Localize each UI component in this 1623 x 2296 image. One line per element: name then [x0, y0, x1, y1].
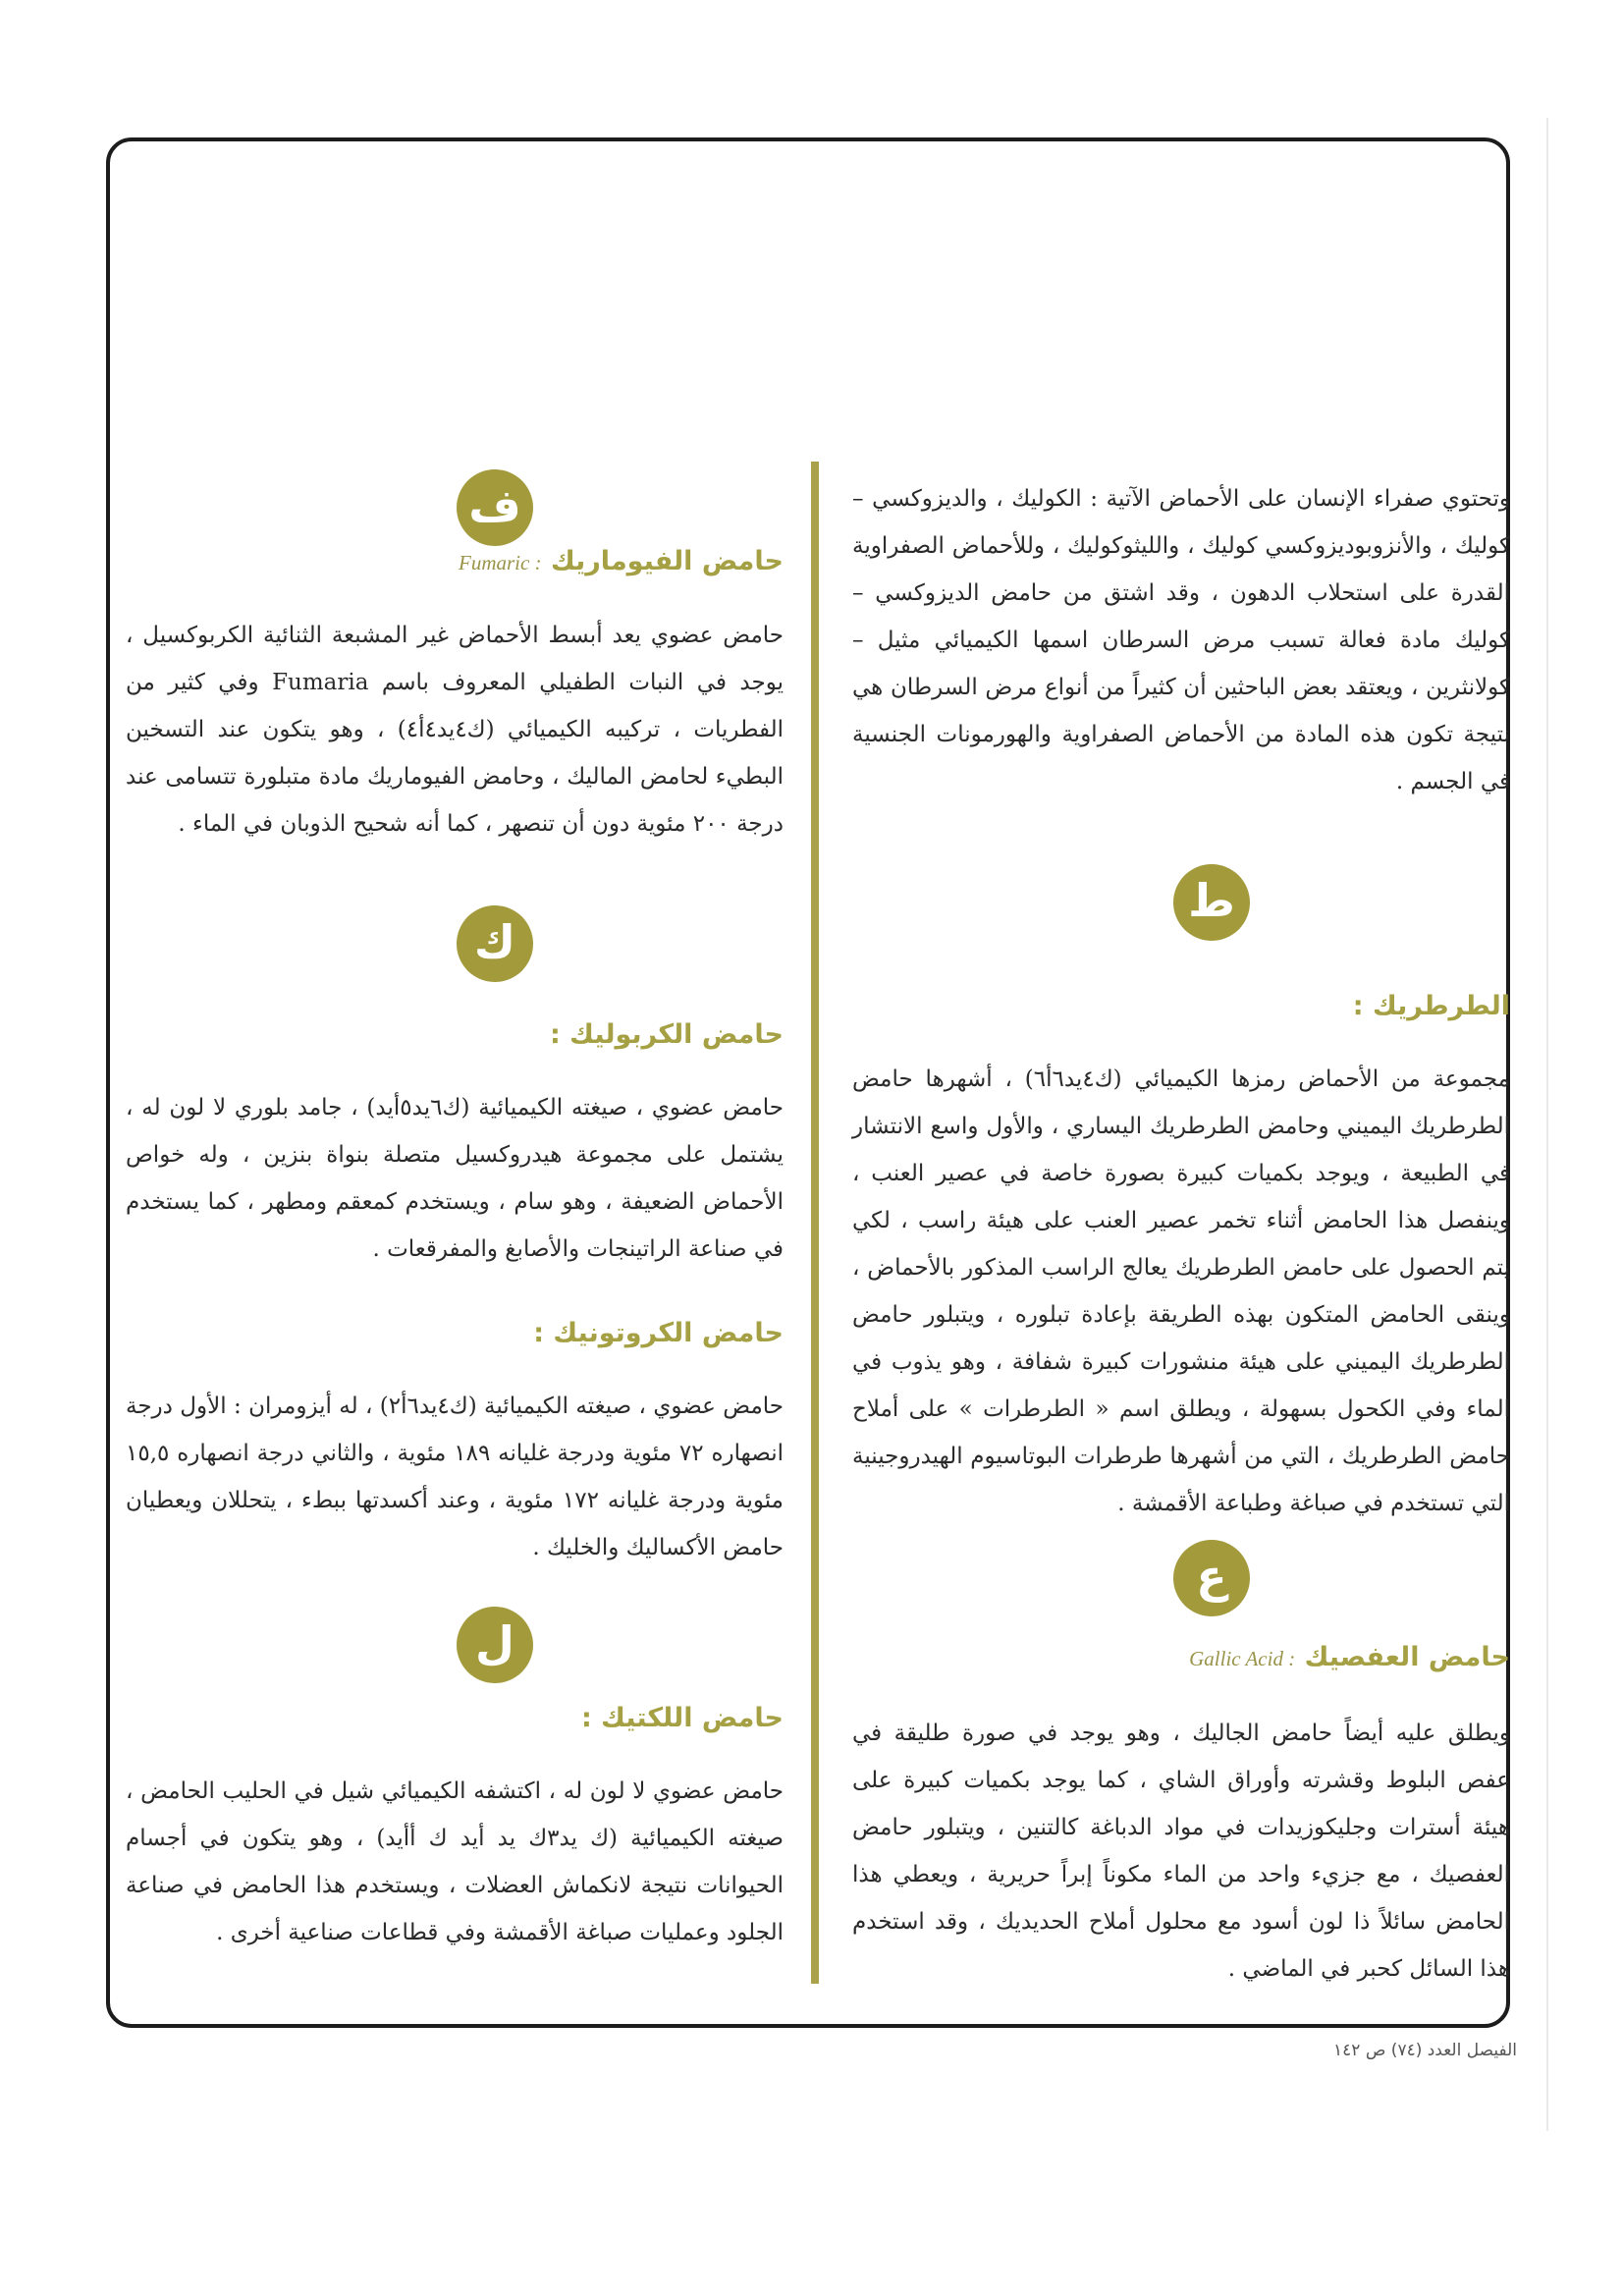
gallic-heading [852, 1638, 1510, 1678]
carbolic-heading: حامض الكربوليك : [549, 1019, 784, 1050]
lactic-heading: حامض اللكتيك : [580, 1703, 784, 1733]
crotonic-body: حامض عضوي ، صيغته الكيميائية (ك٤يد٦أ٢) ، له أيزومران : الأول درجة انصهاره ٧٢ مئوية ودرجة غليانه ١٨٩ مئوية ، والثاني درجة انصهاره ١٥,٥ مئوية ودرجة غليانه ١٧٢ مئوية ، وعند أكسدتها ببطء ، يتحللان ويعطيان حامض الأكساليك والخليك . [126, 1394, 784, 1560]
lactic-section [126, 1607, 784, 1956]
carbolic-body: حامض عضوي ، صيغته الكيميائية (ك٦يد٥أيد) ، جامد بلوري لا لون له ، يشتمل على مجموعة هيدروكسيل متصلة بنواة بنزين ، وله خواص الأحماض الضعيفة ، وهو سام ، ويستخدم كمعقم ومطهر ، كما يستخدم في صناعة الراتينجات والأصابغ والمفرقعات . [126, 1095, 784, 1262]
fumaric-body: حامض عضوي يعد أبسط الأحماض غير المشبعة الثنائية الكربوكسيل ، يوجد في النبات الطفيلي المعروف باسم Fumaria وفي كثير من الفطريات ، تركيبه الكيميائي (ك٤يد٤أ٤) ، وهو يتكون عند التسخين البطيء لحامض الماليك ، وحامض الفيوماريك مادة متبلورة تتسامى عند درجة ٢٠٠ مئوية دون أن تنصهر ، كما أنه شحيح الذوبان في الماء . [126, 623, 784, 837]
gallic-heading-arabic: حامض العفصيك [1304, 1642, 1510, 1672]
letter-circle-icon: ط [1173, 864, 1250, 941]
lactic-body: حامض عضوي لا لون له ، اكتشفه الكيميائي شيل في الحليب الحامض ، صيغته الكيميائية (ك يد٣ك يد أيد ك أأيد) ، وهو يتكون في أجسام الحيوانات نتيجة لانكماش العضلات ، ويستخدم هذا الحامض في صناعة الجلود وعمليات صباغة الأقمشة وفي قطاعات صناعية أخرى . [126, 1778, 784, 1945]
carbolic-section [126, 905, 784, 1273]
gallic-section [852, 1540, 1510, 1993]
fumaric-heading [126, 542, 784, 582]
crotonic-section [126, 1314, 784, 1571]
fumaric-heading-arabic: حامض الفيوماريك [550, 546, 784, 576]
bile-intro-section [852, 475, 1510, 805]
page-footer: الفيصل العدد (٧٤) ص ١٤٢ [1333, 2041, 1517, 2060]
gallic-body: ويطلق عليه أيضاً حامض الجاليك ، وهو يوجد في صورة طليقة في عفص البلوط وقشرته وأوراق الشاي ، كما يوجد بكميات كبيرة على هيئة أسترات وجليكوزيدات في مواد الدباغة كالتنين ، ويتبلور حامض العفصيك ، مع جزيء واحد من الماء مكوناً إبراً حريرية ، ويعطي هذا الحامض سائلاً ذا لون أسود مع محلول أملاح الحديديك ، وقد استخدم هذا السائل كحبر في الماضي . [852, 1721, 1510, 1982]
tartaric-body: مجموعة من الأحماض رمزها الكيميائي (ك٤يد٦أ٦) ، أشهرها حامض الطرطريك اليميني وحامض الطرطريك اليساري ، والأول واسع الانتشار في الطبيعة ، ويوجد بكميات كبيرة بصورة خاصة في عصير العنب ، وينفصل هذا الحامض أثناء تخمر عصير العنب على هيئة راسب ، لكي يتم الحصول على حامض الطرطريك يعالج الراسب المذكور بالأحماض ، وينقى الحامض المتكون بهذه الطريقة بإعادة تبلوره ، ويتبلور حامض الطرطريك اليميني على هيئة منشورات كبيرة شفافة ، وهو يذوب في الماء وفي الكحول بسهولة ، ويطلق اسم « الطرطرات » على أملاح حامض الطرطريك ، التي من أشهرها طرطرات البوتاسيوم الهيدروجينية التي تستخدم في صباغة وطباعة الأقمشة . [852, 1066, 1510, 1516]
fumaric-latin-name: : Fumaric [459, 551, 542, 574]
tartaric-heading: الطرطريك : [1352, 991, 1510, 1021]
letter-circle-icon: ك [457, 905, 533, 982]
gallic-latin-name: : Gallic Acid [1189, 1647, 1296, 1670]
right-column [852, 0, 1510, 2296]
tartaric-section [852, 864, 1510, 1527]
fumaric-section [126, 469, 784, 847]
bile-intro-text: وتحتوي صفراء الإنسان على الأحماض الآتية : الكوليك ، والديزوكسي – كوليك ، والأنزوبوديزوكسي كوليك ، والليثوكوليك ، وللأحماض الصفراوية القدرة على استحلاب الدهون ، وقد اشتق من حامض الديزوكسي – كوليك مادة فعالة تسبب مرض السرطان اسمها الكيميائي مثيل – كولانثرين ، ويعتقد بعض الباحثين أن كثيراً من أنواع مرض السرطان هي نتيجة تكون هذه المادة من الأحماض الصفراوية والهورمونات الجنسية في الجسم . [852, 486, 1510, 794]
letter-circle-icon: ل [457, 1607, 533, 1683]
letter-circle-icon: ف [457, 469, 533, 546]
column-divider [811, 462, 819, 1984]
crotonic-heading: حامض الكروتونيك : [533, 1318, 784, 1348]
page-edge [1546, 118, 1548, 2131]
letter-circle-icon: ع [1173, 1540, 1250, 1616]
left-column [126, 0, 784, 2296]
